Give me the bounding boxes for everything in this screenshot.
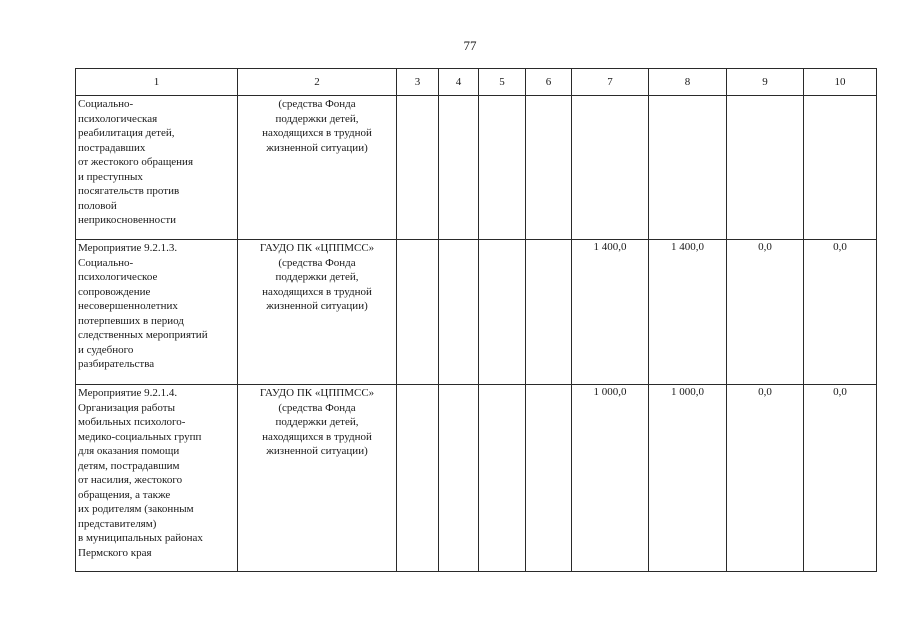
value-cell-8: 1 000,0 <box>649 385 727 572</box>
executor-cell <box>238 240 397 385</box>
executor-name: ГАУДО ПК «ЦППМСС» (средства Фонда поддержки детей, находящихся в трудной жизненной ситуации) <box>259 242 375 312</box>
activity-name: Мероприятие 9.2.1.4. Организация работы мобильных психолого- медико-социальных групп для оказания помощи детям, пострадавшим от насилия, жестокого обращения, а также их родителям (законным представителям) в муниципальных районах Пермского края <box>78 387 203 559</box>
executor-cell <box>238 96 397 240</box>
value-cell-4 <box>439 385 479 572</box>
value-cell-10: 0,0 <box>804 385 877 572</box>
value-cell-10 <box>804 96 877 240</box>
value-cell-5 <box>479 240 526 385</box>
activity-name-cell <box>76 385 238 572</box>
value-cell-5 <box>479 385 526 572</box>
header-cell-1: 1 <box>76 69 238 96</box>
program-table <box>75 68 877 572</box>
value-cell-7: 1 000,0 <box>572 385 649 572</box>
value-cell-3 <box>397 96 439 240</box>
page-number: 77 <box>463 38 477 53</box>
header-cell-10: 10 <box>804 69 877 96</box>
header-cell-9: 9 <box>727 69 804 96</box>
value-cell-6 <box>526 240 572 385</box>
value-cell-4 <box>439 96 479 240</box>
value-cell-6 <box>526 96 572 240</box>
header-row <box>76 69 877 96</box>
activity-name: Социально- психологическая реабилитация детей, пострадавших от жестокого обращения и преступных посягательств против половой неприкосновенности <box>78 98 194 226</box>
activity-name-cell <box>76 240 238 385</box>
table-row <box>76 385 877 572</box>
executor-cell <box>238 385 397 572</box>
executor-name: ГАУДО ПК «ЦППМСС» (средства Фонда поддержки детей, находящихся в трудной жизненной ситуации) <box>259 387 375 457</box>
value-cell-10: 0,0 <box>804 240 877 385</box>
header-cell-7: 7 <box>572 69 649 96</box>
header-cell-3: 3 <box>397 69 439 96</box>
header-cell-6: 6 <box>526 69 572 96</box>
value-cell-3 <box>397 385 439 572</box>
table-row <box>76 240 877 385</box>
value-cell-4 <box>439 240 479 385</box>
executor-name: (средства Фонда поддержки детей, находящихся в трудной жизненной ситуации) <box>262 98 372 154</box>
header-cell-5: 5 <box>479 69 526 96</box>
value-cell-9: 0,0 <box>727 240 804 385</box>
value-cell-7: 1 400,0 <box>572 240 649 385</box>
header-cell-8: 8 <box>649 69 727 96</box>
header-cell-2: 2 <box>238 69 397 96</box>
activity-name: Мероприятие 9.2.1.3. Социально- психологическое сопровождение несовершеннолетних потерпевших в период следственных мероприятий и судебного разбирательства <box>78 242 208 370</box>
value-cell-6 <box>526 385 572 572</box>
value-cell-8 <box>649 96 727 240</box>
value-cell-7 <box>572 96 649 240</box>
table-row <box>76 96 877 240</box>
value-cell-9: 0,0 <box>727 385 804 572</box>
value-cell-3 <box>397 240 439 385</box>
header-cell-4: 4 <box>439 69 479 96</box>
value-cell-8: 1 400,0 <box>649 240 727 385</box>
value-cell-5 <box>479 96 526 240</box>
activity-name-cell <box>76 96 238 240</box>
value-cell-9 <box>727 96 804 240</box>
